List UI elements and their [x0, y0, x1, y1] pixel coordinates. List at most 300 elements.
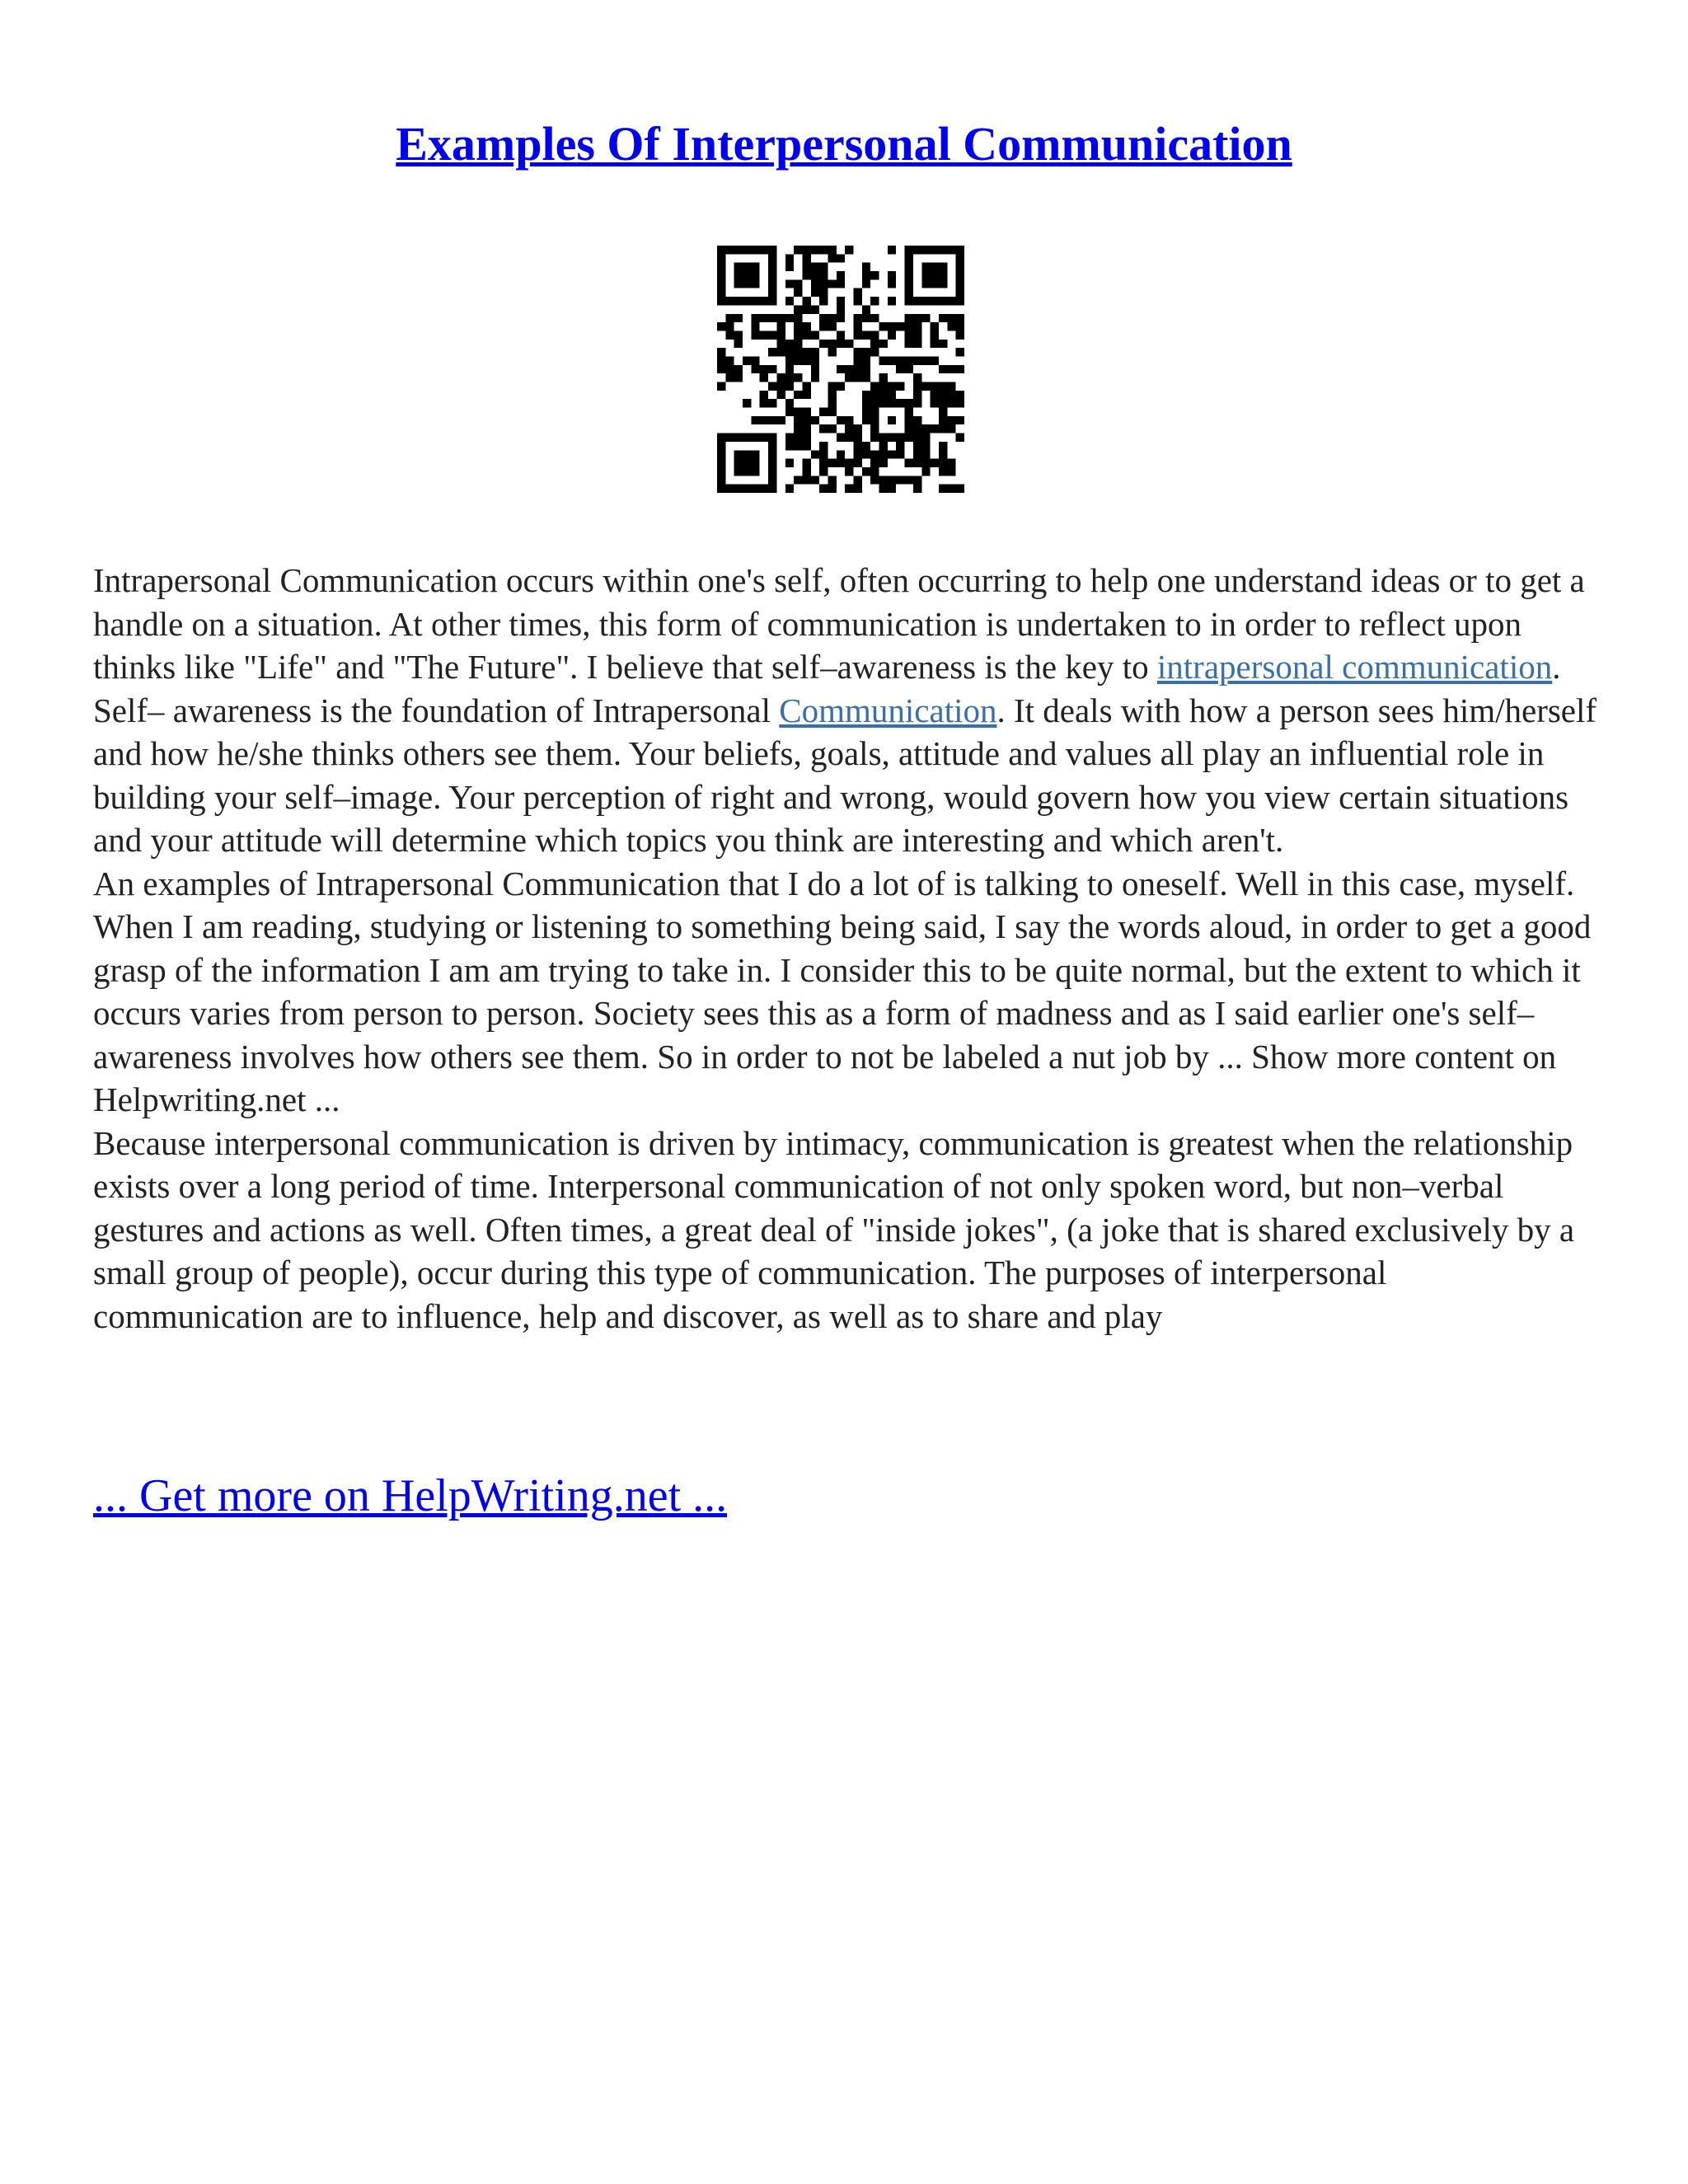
- qr-module: [862, 391, 870, 399]
- qr-module: [743, 356, 751, 364]
- qr-module: [794, 340, 802, 348]
- qr-module: [862, 279, 870, 288]
- qr-module: [879, 459, 888, 467]
- qr-module: [862, 450, 870, 458]
- qr-module: [802, 348, 810, 356]
- qr-module: [760, 391, 768, 399]
- qr-module: [828, 459, 836, 467]
- qr-module: [734, 485, 743, 493]
- qr-module: [743, 246, 751, 254]
- qr-module: [768, 399, 776, 407]
- qr-module: [870, 348, 879, 356]
- qr-module: [794, 408, 802, 416]
- qr-module: [870, 459, 879, 467]
- qr-module: [905, 271, 913, 279]
- qr-module: [956, 297, 964, 305]
- qr-module: [913, 476, 921, 484]
- qr-module: [837, 314, 845, 322]
- qr-module: [819, 340, 828, 348]
- qr-module: [794, 348, 802, 356]
- qr-module: [751, 485, 759, 493]
- qr-module: [734, 246, 743, 254]
- communication-link[interactable]: Communication: [779, 691, 997, 729]
- qr-module: [854, 297, 862, 305]
- qr-module: [794, 288, 802, 297]
- qr-module: [768, 476, 776, 484]
- qr-module: [947, 485, 955, 493]
- qr-module: [811, 246, 819, 254]
- qr-module: [760, 416, 768, 424]
- qr-module: [802, 391, 810, 399]
- qr-module: [888, 279, 896, 288]
- qr-module: [760, 297, 768, 305]
- qr-module: [888, 399, 896, 407]
- qr-module: [794, 424, 802, 433]
- qr-module: [939, 382, 947, 391]
- qr-module: [931, 246, 939, 254]
- qr-module: [862, 365, 870, 373]
- intrapersonal-communication-link[interactable]: intrapersonal communication: [1156, 648, 1553, 686]
- qr-module: [819, 442, 828, 450]
- qr-module: [785, 356, 794, 364]
- qr-module: [956, 416, 964, 424]
- qr-module: [870, 330, 879, 339]
- qr-module: [717, 485, 725, 493]
- qr-module: [913, 450, 921, 458]
- qr-module: [888, 434, 896, 442]
- qr-module: [725, 297, 734, 305]
- qr-module: [819, 246, 828, 254]
- qr-module: [913, 297, 921, 305]
- qr-module: [802, 322, 810, 330]
- qr-module: [811, 348, 819, 356]
- qr-module: [879, 382, 888, 391]
- qr-module: [956, 348, 964, 356]
- qr-module: [828, 382, 836, 391]
- qr-module: [854, 330, 862, 339]
- qr-module: [717, 459, 725, 467]
- qr-module: [743, 263, 751, 271]
- qr-module: [785, 348, 794, 356]
- qr-module: [854, 356, 862, 364]
- paragraph-2: An examples of Intrapersonal Communication that I do a lot of is talking to oneself. Well in this case, myself. When I am reading, studying or listening to something being said, I say the words aloud, in order to get a good grasp of the information I am am trying to take in. I consider this to be quite normal, but the extent to which it occurs varies from person to person. Society sees this as a form of madness and as I said earlier one's self–awareness involves how others see them. So in order to not be labeled a nut job by ... Show more content on Helpwriting.net ...: [93, 864, 1592, 1118]
- qr-module: [905, 297, 913, 305]
- qr-module: [913, 391, 921, 399]
- qr-module: [768, 442, 776, 450]
- qr-module: [956, 271, 964, 279]
- qr-module: [802, 305, 810, 313]
- qr-module: [725, 322, 734, 330]
- qr-module: [725, 314, 734, 322]
- qr-module: [888, 391, 896, 399]
- paragraph-1-text-a: Intrapersonal Communication occurs within one's self, often occurring to help one understand ideas or to get a handle on a situation. At other times, this form of communication is undertaken to in order to reflect upon thinks like "Life" and "The Future". I believe that self–awareness is the key to: [93, 561, 1585, 686]
- qr-module: [862, 263, 870, 271]
- qr-module: [905, 365, 913, 373]
- qr-module: [776, 416, 785, 424]
- qr-module: [725, 356, 734, 364]
- qr-module: [785, 459, 794, 467]
- qr-module: [947, 246, 955, 254]
- qr-module: [939, 263, 947, 271]
- qr-module: [913, 322, 921, 330]
- qr-module: [956, 279, 964, 288]
- qr-module: [888, 485, 896, 493]
- qr-module: [725, 365, 734, 373]
- qr-module: [921, 356, 930, 364]
- qr-module: [862, 271, 870, 279]
- qr-module: [870, 467, 879, 476]
- qr-module: [760, 365, 768, 373]
- qr-module: [921, 263, 930, 271]
- qr-module: [717, 348, 725, 356]
- qr-module: [956, 322, 964, 330]
- qr-module: [896, 450, 904, 458]
- qr-module: [802, 246, 810, 254]
- qr-module: [870, 340, 879, 348]
- paragraph-3: Because interpersonal communication is driven by intimacy, communication is greatest when the relationship exists over a long period of time. Interpersonal communication of not only spoken word, but non–verbal gestures and actions as well. Often times, a great deal of "inside jokes", (a joke that is shared exclusively by a small group of people), occur during this type of communication. The purposes of interpersonal communication are to influence, help and discover, as well as to share and play: [93, 1123, 1575, 1335]
- qr-module: [768, 485, 776, 493]
- qr-module: [870, 416, 879, 424]
- qr-module: [828, 340, 836, 348]
- qr-module: [837, 434, 845, 442]
- qr-module: [862, 348, 870, 356]
- qr-module: [785, 485, 794, 493]
- qr-module: [768, 416, 776, 424]
- qr-module: [776, 340, 785, 348]
- qr-module: [717, 434, 725, 442]
- qr-module: [896, 442, 904, 450]
- qr-module: [870, 314, 879, 322]
- qr-module: [828, 279, 836, 288]
- qr-module: [776, 391, 785, 399]
- qr-module: [819, 485, 828, 493]
- qr-module: [905, 408, 913, 416]
- qr-module: [845, 246, 853, 254]
- qr-module: [931, 391, 939, 399]
- qr-module: [785, 434, 794, 442]
- qr-module: [931, 297, 939, 305]
- qr-module: [751, 263, 759, 271]
- qr-module: [776, 322, 785, 330]
- qr-module: [845, 424, 853, 433]
- qr-module: [931, 399, 939, 407]
- qr-module: [768, 330, 776, 339]
- qr-module: [837, 297, 845, 305]
- qr-module: [939, 391, 947, 399]
- qr-module: [931, 330, 939, 339]
- qr-module: [819, 314, 828, 322]
- qr-module: [956, 391, 964, 399]
- qr-module: [947, 391, 955, 399]
- qr-module: [905, 254, 913, 262]
- qr-module: [734, 373, 743, 382]
- qr-module: [956, 263, 964, 271]
- qr-module: [905, 434, 913, 442]
- qr-module: [956, 330, 964, 339]
- qr-module: [760, 314, 768, 322]
- qr-module: [802, 263, 810, 271]
- qr-module: [854, 424, 862, 433]
- qr-module: [870, 434, 879, 442]
- qr-module: [811, 271, 819, 279]
- qr-module: [870, 450, 879, 458]
- qr-module: [785, 279, 794, 288]
- qr-module: [854, 348, 862, 356]
- qr-module: [819, 467, 828, 476]
- qr-module: [743, 459, 751, 467]
- qr-module: [854, 373, 862, 382]
- qr-module: [751, 297, 759, 305]
- paragraph-1-text-b: . Self– awareness is the foundation of Intrapersonal: [93, 648, 1561, 729]
- qr-module: [888, 246, 896, 254]
- qr-module: [760, 330, 768, 339]
- qr-module: [785, 382, 794, 391]
- qr-module: [743, 467, 751, 476]
- qr-module: [845, 467, 853, 476]
- qr-module: [939, 365, 947, 373]
- qr-module: [785, 408, 794, 416]
- qr-module: [845, 365, 853, 373]
- qr-module: [905, 288, 913, 297]
- qr-module: [888, 271, 896, 279]
- qr-module: [734, 330, 743, 339]
- qr-module: [785, 373, 794, 382]
- qr-module: [862, 442, 870, 450]
- qr-module: [743, 399, 751, 407]
- qr-module: [862, 399, 870, 407]
- qr-module: [905, 263, 913, 271]
- qr-module: [921, 279, 930, 288]
- qr-module: [751, 459, 759, 467]
- qr-module: [905, 424, 913, 433]
- qr-module: [913, 416, 921, 424]
- qr-module: [947, 365, 955, 373]
- qr-module: [768, 450, 776, 458]
- qr-module: [760, 246, 768, 254]
- qr-module: [956, 485, 964, 493]
- qr-module: [879, 485, 888, 493]
- qr-module: [828, 391, 836, 399]
- qr-module: [768, 297, 776, 305]
- qr-module: [854, 314, 862, 322]
- qr-code-image: [717, 246, 964, 493]
- qr-module: [870, 271, 879, 279]
- qr-module: [751, 467, 759, 476]
- qr-module: [794, 279, 802, 288]
- qr-module: [751, 356, 759, 364]
- qr-module: [947, 459, 955, 467]
- qr-module: [802, 254, 810, 262]
- qr-module: [768, 459, 776, 467]
- qr-module: [870, 391, 879, 399]
- qr-module: [845, 340, 853, 348]
- qr-module: [760, 399, 768, 407]
- qr-module: [819, 297, 828, 305]
- qr-module: [819, 288, 828, 297]
- qr-module: [956, 288, 964, 297]
- qr-module: [785, 263, 794, 271]
- qr-module: [717, 442, 725, 450]
- qr-module: [828, 399, 836, 407]
- qr-module: [905, 314, 913, 322]
- qr-module: [794, 476, 802, 484]
- qr-module: [896, 356, 904, 364]
- qr-module: [811, 416, 819, 424]
- qr-module: [794, 434, 802, 442]
- qr-module: [734, 434, 743, 442]
- qr-module: [939, 424, 947, 433]
- qr-module: [743, 434, 751, 442]
- qr-module: [921, 459, 930, 467]
- qr-module: [931, 382, 939, 391]
- qr-module: [760, 434, 768, 442]
- qr-module: [913, 459, 921, 467]
- qr-module: [862, 314, 870, 322]
- qr-module: [751, 416, 759, 424]
- qr-module: [905, 322, 913, 330]
- qr-module: [870, 424, 879, 433]
- qr-module: [717, 365, 725, 373]
- qr-module: [802, 330, 810, 339]
- qr-module: [717, 450, 725, 458]
- qr-module: [734, 271, 743, 279]
- qr-module: [802, 297, 810, 305]
- qr-module: [819, 322, 828, 330]
- qr-module: [888, 416, 896, 424]
- qr-module: [837, 382, 845, 391]
- qr-module: [931, 263, 939, 271]
- qr-module: [921, 246, 930, 254]
- qr-module: [751, 314, 759, 322]
- qr-module: [828, 485, 836, 493]
- qr-module: [717, 263, 725, 271]
- qr-module: [794, 305, 802, 313]
- qr-module: [768, 254, 776, 262]
- qr-module: [802, 442, 810, 450]
- qr-module: [921, 271, 930, 279]
- qr-module: [751, 330, 759, 339]
- qr-module: [768, 434, 776, 442]
- qr-module: [939, 450, 947, 458]
- qr-module: [751, 365, 759, 373]
- qr-module: [913, 434, 921, 442]
- qr-module: [921, 434, 930, 442]
- qr-module: [905, 459, 913, 467]
- qr-module: [845, 373, 853, 382]
- qr-module: [743, 271, 751, 279]
- qr-module: [870, 382, 879, 391]
- qr-module: [811, 330, 819, 339]
- qr-module: [828, 476, 836, 484]
- qr-module: [931, 271, 939, 279]
- qr-module: [717, 288, 725, 297]
- qr-module: [717, 297, 725, 305]
- qr-module: [717, 356, 725, 364]
- qr-module: [939, 246, 947, 254]
- qr-module: [913, 330, 921, 339]
- qr-module: [794, 373, 802, 382]
- qr-module: [854, 434, 862, 442]
- qr-module: [939, 399, 947, 407]
- qr-module: [802, 408, 810, 416]
- qr-module: [811, 450, 819, 458]
- qr-module: [862, 330, 870, 339]
- qr-module: [913, 399, 921, 407]
- qr-module: [956, 365, 964, 373]
- qr-module: [785, 314, 794, 322]
- qr-module: [751, 279, 759, 288]
- qr-module: [837, 450, 845, 458]
- qr-module: [837, 416, 845, 424]
- qr-module: [776, 314, 785, 322]
- qr-module: [794, 442, 802, 450]
- qr-module: [879, 322, 888, 330]
- qr-module: [768, 365, 776, 373]
- qr-module: [913, 442, 921, 450]
- qr-module: [802, 416, 810, 424]
- qr-module: [794, 246, 802, 254]
- document-title-link[interactable]: Examples Of Interpersonal Communication: [396, 117, 1292, 171]
- qr-module: [947, 424, 955, 433]
- qr-module: [802, 434, 810, 442]
- qr-module: [751, 434, 759, 442]
- qr-module: [837, 279, 845, 288]
- qr-module: [794, 330, 802, 339]
- qr-module: [751, 271, 759, 279]
- qr-module: [862, 416, 870, 424]
- qr-module: [921, 450, 930, 458]
- qr-module: [819, 459, 828, 467]
- qr-module: [879, 450, 888, 458]
- qr-module: [956, 399, 964, 407]
- qr-module: [854, 288, 862, 297]
- qr-module: [913, 373, 921, 382]
- qr-module: [956, 434, 964, 442]
- qr-module: [768, 382, 776, 391]
- qr-module: [905, 356, 913, 364]
- qr-module: [828, 322, 836, 330]
- qr-module: [845, 434, 853, 442]
- qr-module: [794, 391, 802, 399]
- qr-module: [734, 297, 743, 305]
- qr-module: [956, 246, 964, 254]
- qr-module: [921, 382, 930, 391]
- qr-module: [939, 314, 947, 322]
- qr-module: [734, 365, 743, 373]
- document-body: [93, 559, 1601, 1338]
- qr-module: [819, 424, 828, 433]
- qr-module: [939, 279, 947, 288]
- qr-module: [879, 373, 888, 382]
- qr-module: [828, 424, 836, 433]
- qr-module: [717, 254, 725, 262]
- qr-module: [734, 263, 743, 271]
- qr-module: [802, 356, 810, 364]
- qr-module: [794, 322, 802, 330]
- qr-module: [837, 340, 845, 348]
- get-more-link[interactable]: ... Get more on HelpWriting.net ...: [93, 1470, 728, 1521]
- qr-module: [921, 467, 930, 476]
- qr-module: [837, 330, 845, 339]
- qr-module: [802, 271, 810, 279]
- qr-module: [921, 314, 930, 322]
- qr-module: [811, 279, 819, 288]
- qr-module: [956, 254, 964, 262]
- qr-module: [870, 297, 879, 305]
- qr-module: [905, 330, 913, 339]
- qr-module: [837, 305, 845, 313]
- qr-module: [837, 459, 845, 467]
